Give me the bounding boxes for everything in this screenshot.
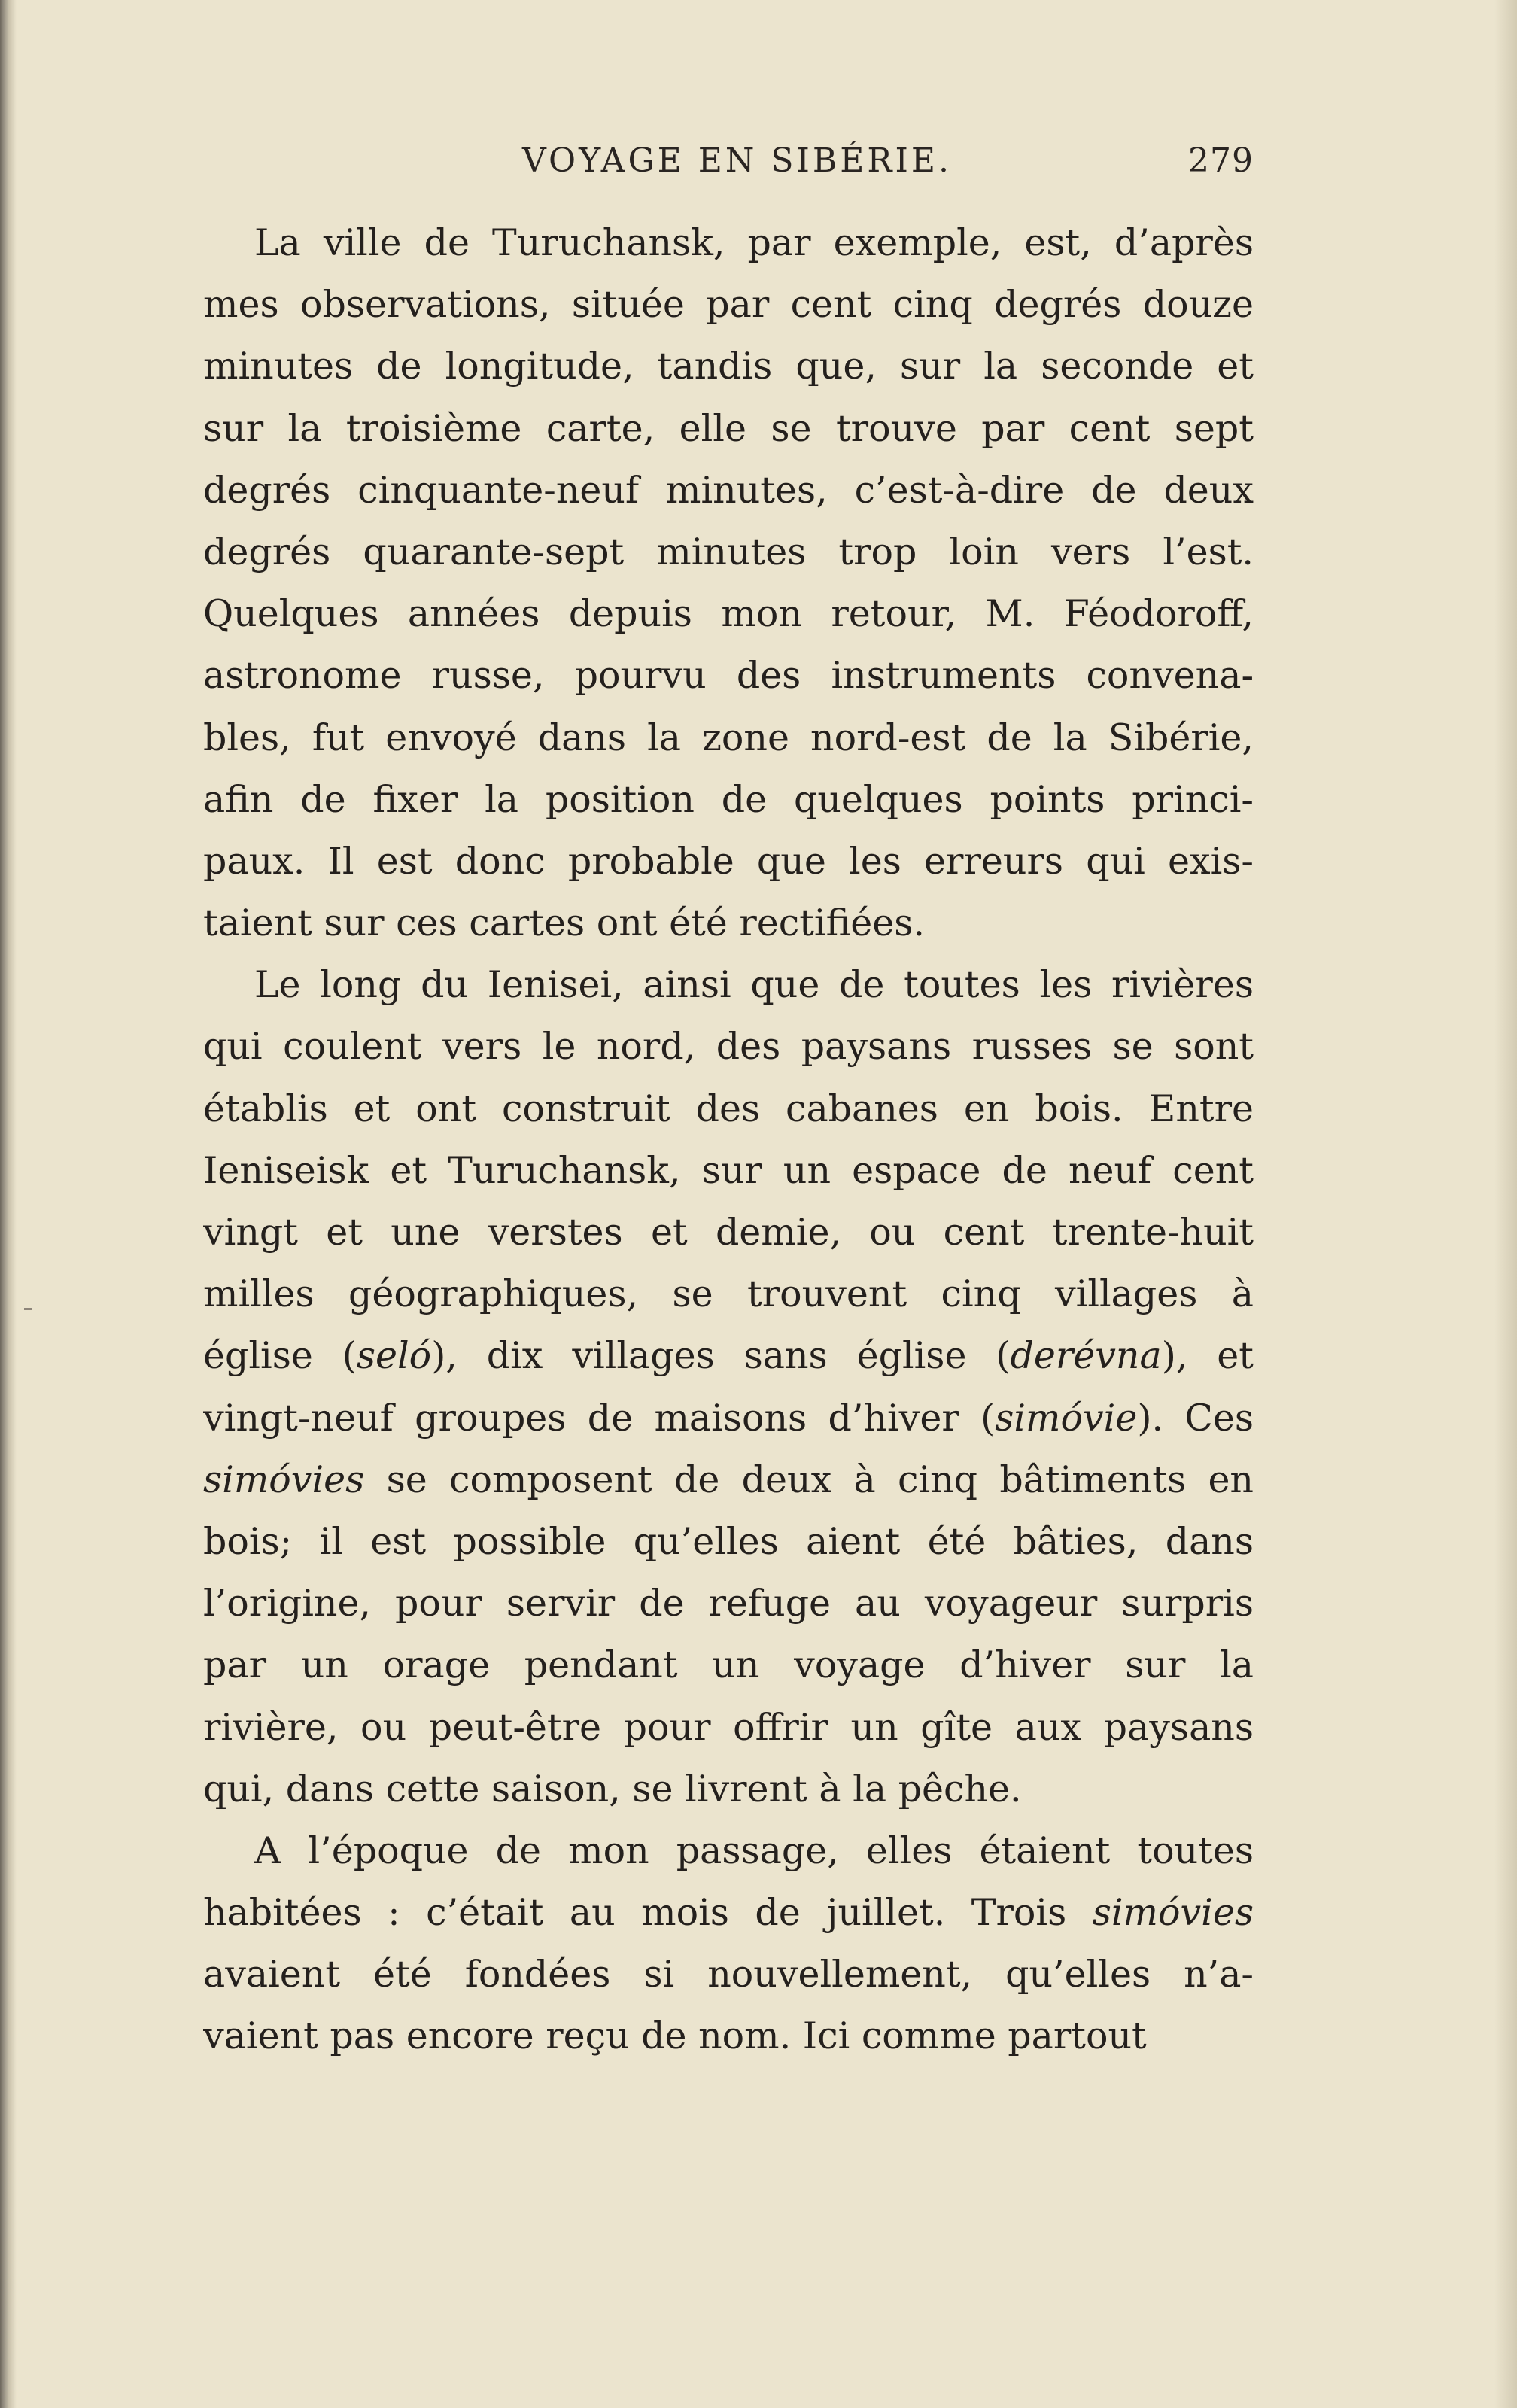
paragraph-3 (203, 1820, 1254, 2068)
text-segment: rivière, ou peut-être pour offrir un gîte aux paysans (203, 1705, 1254, 1749)
text-segment: ), dix villages sans église ( (431, 1334, 1011, 1378)
paragraph-2 (203, 954, 1254, 1820)
text-segment: paux. Il est donc probable que les erreurs qui exis- (203, 839, 1254, 883)
text-line (203, 1944, 1254, 2005)
italic-term: simóvie (995, 1396, 1138, 1440)
text-segment: vaient pas encore reçu de nom. Ici comme partout (203, 2014, 1147, 2058)
text-segment: avaient été fondées si nouvellement, qu’elles n’a- (203, 1953, 1254, 1996)
text-segment: établis et ont construit des cabanes en bois. Entre (203, 1087, 1254, 1130)
text-segment: habitées : c’était au mois de juillet. Trois (203, 1891, 1093, 1935)
text-segment: Ieniseisk et Turuchansk, sur un espace de neuf cent (203, 1148, 1254, 1192)
text-line (203, 954, 1254, 1016)
text-line (203, 583, 1254, 645)
page-header (203, 141, 1254, 187)
text-segment: taient sur ces cartes ont été rectifiées. (203, 901, 925, 945)
text-line (203, 212, 1254, 274)
running-title: VOYAGE EN SIBÉRIE. (522, 141, 952, 180)
italic-term: simóvies (1092, 1891, 1254, 1935)
text-segment: vingt-neuf groupes de maisons d’hiver ( (203, 1396, 996, 1440)
text-line (203, 1016, 1254, 1078)
paragraph-1 (203, 212, 1254, 954)
page-number: 279 (1188, 141, 1254, 180)
text-line (203, 892, 1254, 954)
text-line (203, 769, 1254, 831)
text-line (203, 1820, 1254, 1882)
text-segment: minutes de longitude, tandis que, sur la seconde et (203, 345, 1254, 388)
text-line (203, 1263, 1254, 1325)
text-segment: La ville de Turuchansk, par exemple, est, d’après (254, 221, 1254, 264)
text-segment: ). Ces (1137, 1396, 1254, 1440)
text-segment: vingt et une verstes et demie, ou cent trente-huit (203, 1211, 1254, 1254)
page-outer-edge (1494, 0, 1517, 2408)
text-segment: A l’époque de mon passage, elles étaient toutes (254, 1829, 1254, 1872)
text-line (203, 2005, 1254, 2067)
text-segment: bois; il est possible qu’elles aient été bâties, dans (203, 1519, 1254, 1563)
text-line (203, 398, 1254, 460)
text-segment: degrés cinquante-neuf minutes, c’est-à-dire de deux (203, 468, 1254, 512)
text-segment: degrés quarante-sept minutes trop loin vers l’est. (203, 530, 1254, 573)
text-segment: qui, dans cette saison, se livrent à la pêche. (203, 1767, 1022, 1811)
italic-term: seló (356, 1334, 432, 1378)
text-segment: l’origine, pour servir de refuge au voyageur surpris (203, 1582, 1254, 1625)
text-line (203, 1634, 1254, 1696)
text-segment: astronome russe, pourvu des instruments convena- (203, 654, 1254, 698)
text-segment: église ( (203, 1334, 357, 1378)
text-line (203, 1882, 1254, 1944)
text-line (203, 1449, 1254, 1511)
text-line (203, 1388, 1254, 1449)
text-line (203, 1140, 1254, 1202)
italic-term: derévna (1010, 1334, 1162, 1378)
text-line (203, 1759, 1254, 1820)
text-line (203, 707, 1254, 769)
page-binding-edge (0, 0, 17, 2408)
text-line (203, 645, 1254, 707)
italic-term: simóvies (203, 1458, 365, 1501)
text-segment: mes observations, située par cent cinq degrés douze (203, 283, 1254, 327)
text-segment: par un orage pendant un voyage d’hiver sur la (203, 1643, 1254, 1687)
text-segment: ), et (1161, 1334, 1254, 1378)
text-line (203, 1697, 1254, 1759)
text-segment: Le long du Ienisei, ainsi que de toutes les rivières (254, 963, 1254, 1007)
text-line (203, 1573, 1254, 1634)
text-segment: se composent de deux à cinq bâtiments en (364, 1458, 1254, 1501)
text-line (203, 460, 1254, 521)
text-line (203, 521, 1254, 583)
text-segment: bles, fut envoyé dans la zone nord-est de la Sibérie, (203, 716, 1254, 759)
text-segment: Quelques années depuis mon retour, M. Féodoroff, (203, 592, 1254, 636)
text-segment: milles géographiques, se trouvent cinq villages à (203, 1272, 1254, 1316)
text-line (203, 336, 1254, 397)
text-line (203, 831, 1254, 892)
text-line (203, 1078, 1254, 1140)
body-text (203, 212, 1254, 2068)
margin-mark (24, 1308, 32, 1310)
text-segment: sur la troisième carte, elle se trouve par cent sept (203, 406, 1254, 450)
text-line (203, 1325, 1254, 1387)
text-segment: afin de fixer la position de quelques points princi- (203, 777, 1254, 821)
text-segment: qui coulent vers le nord, des paysans russes se sont (203, 1025, 1254, 1069)
text-line (203, 1511, 1254, 1573)
text-line (203, 1202, 1254, 1263)
text-line (203, 274, 1254, 336)
